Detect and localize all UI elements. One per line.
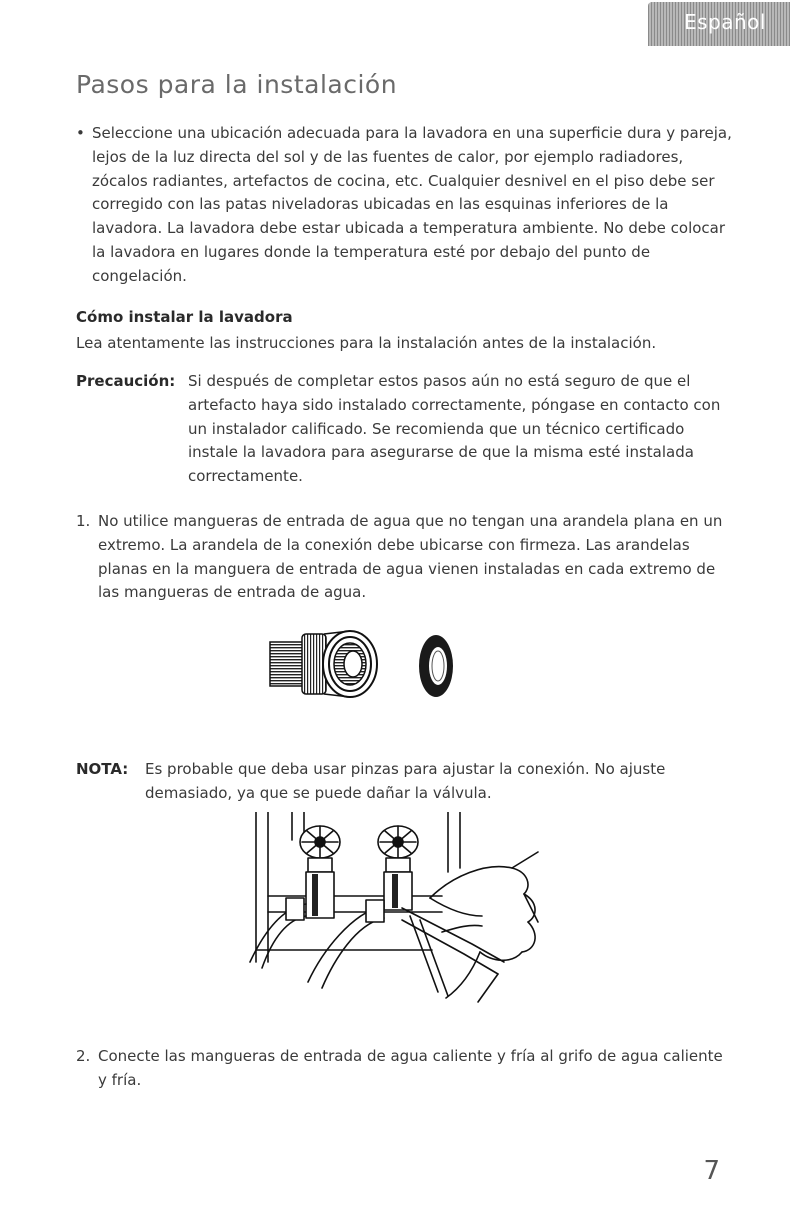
page-number: 7 bbox=[703, 1156, 720, 1186]
hose-washer-illustration bbox=[262, 626, 482, 702]
caution-label: Precaución: bbox=[76, 372, 176, 390]
nota-text: Es probable que deba usar pinzas para ajustar la conexión. No ajuste demasiado, ya que se puede dañar la válvula. bbox=[145, 760, 666, 802]
wall-lines bbox=[256, 812, 460, 962]
section-heading: Cómo instalar la lavadora bbox=[76, 308, 293, 326]
step-text: No utilice mangueras de entrada de agua que no tengan una arandela plana en un extremo. La arandela de la conexión debe ubicarse con firmeza. Las arandelas planas en la manguera de entrada de agua vienen instaladas en cada extremo de las mangueras de entrada de agua. bbox=[98, 512, 723, 602]
bullet-icon: • bbox=[76, 124, 85, 142]
step-text: Conecte las mangueras de entrada de agua caliente y fría al grifo de agua caliente y fría. bbox=[98, 1047, 723, 1089]
pliers-icon bbox=[402, 908, 504, 996]
bullet-text: Seleccione una ubicación adecuada para la lavadora en una superficie dura y pareja, lejos de la luz directa del sol y de las fuentes de calor, por ejemplo radiadores, zócalos radiantes, artefactos de cocina, etc. Cualquier desnivel en el piso debe ser corregido con las patas niveladoras ubicadas en las esquinas inferiores de la lavadora. La lavadora debe estar ubicada a temperatura ambiente. No debe colocar la lavadora en lugares donde la temperatura esté por debajo del punto de congelación. bbox=[92, 124, 732, 285]
bullet-item bbox=[76, 122, 736, 289]
hand-icon bbox=[430, 852, 538, 1002]
section-intro: Lea atentamente las instrucciones para la instalación antes de la instalación. bbox=[76, 334, 657, 352]
cold-faucet-icon bbox=[378, 826, 418, 910]
step-number: 2. bbox=[76, 1047, 91, 1065]
language-tab bbox=[648, 2, 790, 46]
page-title: Pasos para la instalación bbox=[76, 70, 398, 99]
caution-block bbox=[76, 370, 736, 489]
faucet-pliers-illustration bbox=[242, 812, 542, 1008]
step-1 bbox=[76, 510, 736, 605]
language-tab-label: Español bbox=[684, 10, 766, 34]
nota-block bbox=[76, 758, 736, 806]
step-2 bbox=[76, 1045, 736, 1093]
hose-fitting-icon bbox=[270, 631, 377, 697]
nota-label: NOTA: bbox=[76, 760, 129, 778]
step-number: 1. bbox=[76, 512, 91, 530]
caution-text: Si después de completar estos pasos aún no está seguro de que el artefacto haya sido instalado correctamente, póngase en contacto con un instalador calificado. Se recomienda que un técnico certificado instale la lavadora para asegurarse de que la misma esté instalada correctamente. bbox=[188, 372, 721, 486]
washer-ring-icon bbox=[419, 635, 453, 697]
